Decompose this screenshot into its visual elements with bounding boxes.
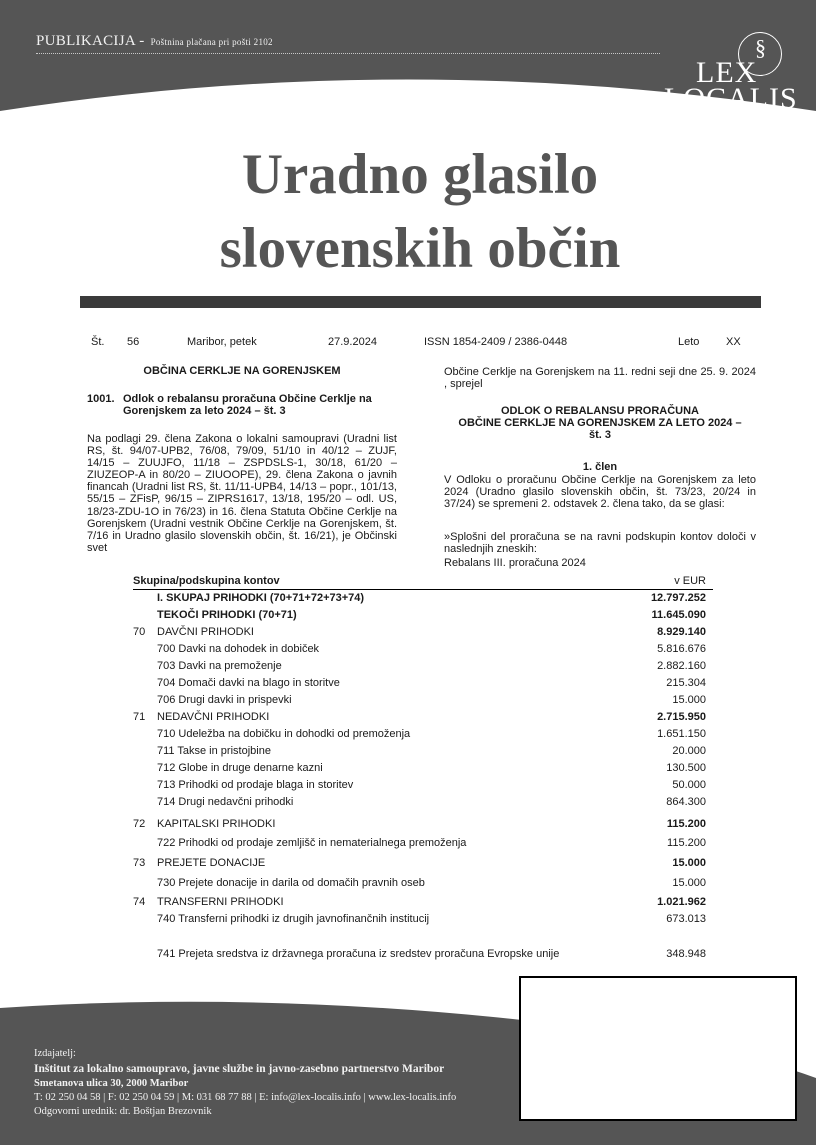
row-label: I. SKUPAJ PRIHODKI (70+71+72+73+74) (157, 592, 365, 604)
row-label: 704 Domači davki na blago in storitve (157, 677, 340, 689)
table-row (133, 779, 713, 792)
table-row (133, 896, 713, 909)
footer-contacts: T: 02 250 04 58 | F: 02 250 04 59 | M: 031 68 77 88 | E: info@lex-localis.info | www.lex-localis.info (34, 1092, 457, 1103)
issue-date: 27.9.2024 (328, 336, 377, 348)
header-divider (36, 53, 660, 54)
title-line-2: slovenskih občin (219, 217, 621, 280)
row-value: 50.000 (672, 779, 706, 791)
logo-localis: LOCALIS (664, 82, 798, 115)
issue-leto: XX (726, 336, 741, 348)
row-label: 700 Davki na dohodek in dobiček (157, 643, 320, 655)
row-label: 730 Prejete donacije in darila od domačih pravnih oseb (157, 877, 425, 889)
table-row (133, 694, 713, 707)
row-label: PREJETE DONACIJE (157, 857, 266, 869)
table-row (133, 913, 713, 926)
table-row (133, 762, 713, 775)
table-row (133, 609, 713, 622)
row-label: 710 Udeležba na dobičku in dohodki od premoženja (157, 728, 411, 740)
decree-heading-line-1: ODLOK O REBALANSU PRORAČUNA (501, 405, 699, 417)
title-line-1: Uradno glasilo (241, 143, 599, 206)
blank-box (519, 976, 797, 1121)
issue-number: 56 (127, 336, 140, 348)
row-value: 8.929.140 (657, 626, 706, 638)
header-currency: v EUR (674, 575, 706, 587)
row-label: 722 Prihodki od prodaje zemljišč in nematerialnega premoženja (157, 837, 467, 849)
row-value: 12.797.252 (650, 592, 706, 604)
municipality-heading: OBČINA CERKLJE NA GORENJSKEM (143, 365, 341, 377)
row-code: 73 (133, 857, 146, 869)
header-group: Skupina/podskupina kontov (133, 575, 280, 587)
row-label: TEKOČI PRIHODKI (70+71) (157, 609, 297, 621)
row-label: TRANSFERNI PRIHODKI (157, 896, 284, 908)
row-label: NEDAVČNI PRIHODKI (157, 711, 270, 723)
decree-heading (444, 405, 756, 441)
row-code: 71 (133, 711, 146, 723)
table-row (133, 877, 713, 890)
row-value: 348.948 (666, 948, 706, 960)
decree-heading-line-2: OBČINE CERKLJE NA GORENJSKEM ZA LETO 2024 – (458, 417, 742, 430)
row-value: 2.715.950 (657, 711, 706, 723)
table-row (133, 660, 713, 673)
row-value: 864.300 (666, 796, 706, 808)
row-code: 70 (133, 626, 146, 638)
table-row (133, 626, 713, 639)
article-text: V Odloku o proračunu Občine Cerklje na Gorenjskem za leto 2024 (Uradno glasilo slovenskih občin, št. 73/23, 20/24 in 37/24) se spremeni 2. odstavek 2. člena tako, da se glasi: (444, 474, 756, 511)
table-row (133, 643, 713, 656)
row-label: 741 Prejeta sredstva iz državnega proračuna iz sredstev proračuna Evropske unije (157, 948, 560, 960)
footer-publisher-label: Izdajatelj: (34, 1048, 76, 1059)
row-value: 1.651.150 (657, 728, 706, 740)
row-label: KAPITALSKI PRIHODKI (157, 818, 276, 830)
title-rule (80, 296, 761, 308)
row-value: 673.013 (666, 913, 706, 925)
rebalans-label: Rebalans III. proračuna 2024 (444, 557, 586, 569)
table-row (133, 677, 713, 690)
row-value: 115.200 (666, 818, 706, 830)
paragraph-icon: § (755, 35, 766, 60)
publication-label (36, 33, 273, 50)
table-row (133, 745, 713, 758)
row-value: 215.304 (666, 677, 706, 689)
row-code: 74 (133, 896, 146, 908)
postage-text: Poštnina plačana pri pošti 2102 (150, 37, 273, 47)
row-label: 706 Drugi davki in prispevki (157, 694, 292, 706)
row-value: 15.000 (672, 857, 706, 869)
table-row (133, 711, 713, 724)
table-row (133, 728, 713, 741)
footer-publisher: Inštitut za lokalno samoupravo, javne službe in javno-zasebno partnerstvo Maribor (34, 1063, 445, 1075)
table-row (133, 592, 713, 605)
table-row (133, 818, 713, 831)
table-row (133, 948, 713, 961)
row-label: 711 Takse in pristojbine (157, 745, 271, 757)
footer-address: Smetanova ulica 30, 2000 Maribor (34, 1078, 189, 1089)
act-title (123, 393, 398, 418)
row-value: 115.200 (667, 837, 706, 849)
act-title-line-1: Odlok o rebalansu proračuna Občine Cerklje na (123, 393, 372, 405)
act-number: 1001. (87, 393, 115, 405)
row-value: 15.000 (672, 694, 706, 706)
publication-text: PUBLIKACIJA - (36, 33, 145, 49)
legal-basis-text: Na podlagi 29. člena Zakona o lokalni samoupravi (Uradni list RS, št. 94/07-UPB2, 76/08, 79/09, 51/10 in 40/12 – ZUJF, 14/15 – ZUUJFO, 11/18 – ZSPDSLS-1, 30/18, 61/20 – ZIUZEOP-A in 80/20 – ZIUOOPE), 29. člena Zakona o javnih financah (Uradni list RS, št. 11/11-UPB4, 14/13 – popr., 101/13, 55/15 – ZFisP, 96/15 – ZIPRS1617, 13/18, 195/20 – odl. US, 18/23-ZDU-1O in 76/23) in 16. člena Statuta Občine Cerklje na Gorenjskem (Uradni vestnik Občine Cerklje na Gorenjskem, št. 7/16 in Uradno glasilo slovenskih občin, št. 16/21), je Občinski svet (87, 433, 397, 554)
article-quote: »Splošni del proračuna se na ravni podskupin kontov določi v naslednjih zneskih: (444, 531, 756, 556)
row-value: 20.000 (672, 745, 706, 757)
row-value: 11.645.090 (651, 609, 706, 621)
row-code: 72 (133, 818, 146, 830)
session-intro: Občine Cerklje na Gorenjskem na 11. redni seji dne 25. 9. 2024 , sprejel (444, 366, 756, 391)
footer-editor: Odgovorni urednik: dr. Boštjan Brezovnik (34, 1106, 212, 1117)
row-value: 2.882.160 (657, 660, 706, 672)
logo-lex: LEX (696, 56, 758, 89)
row-label: 714 Drugi nedavčni prihodki (157, 796, 294, 808)
issue-st-label: Št. (91, 336, 105, 348)
row-value: 1.021.962 (657, 896, 706, 908)
table-row (133, 796, 713, 809)
issue-place-day: Maribor, petek (187, 336, 257, 348)
decree-heading-line-3: št. 3 (588, 429, 611, 442)
row-value: 15.000 (672, 877, 706, 889)
row-value: 5.816.676 (657, 643, 706, 655)
issue-leto-label: Leto (678, 336, 700, 348)
row-label: 713 Prihodki od prodaje blaga in storitev (157, 779, 354, 791)
table-header (133, 575, 713, 590)
table-row (133, 857, 713, 870)
table-row (133, 837, 713, 850)
issue-issn: ISSN 1854-2409 / 2386-0448 (424, 336, 568, 348)
row-label: 712 Globe in druge denarne kazni (157, 762, 323, 774)
row-value: 130.500 (666, 762, 706, 774)
row-label: 703 Davki na premoženje (157, 660, 282, 672)
article-heading: 1. člen (582, 461, 618, 473)
row-label: DAVČNI PRIHODKI (157, 626, 254, 638)
row-label: 740 Transferni prihodki iz drugih javnofinančnih institucij (157, 913, 430, 925)
act-title-line-2: Gorenjskem za leto 2024 – št. 3 (123, 405, 286, 418)
